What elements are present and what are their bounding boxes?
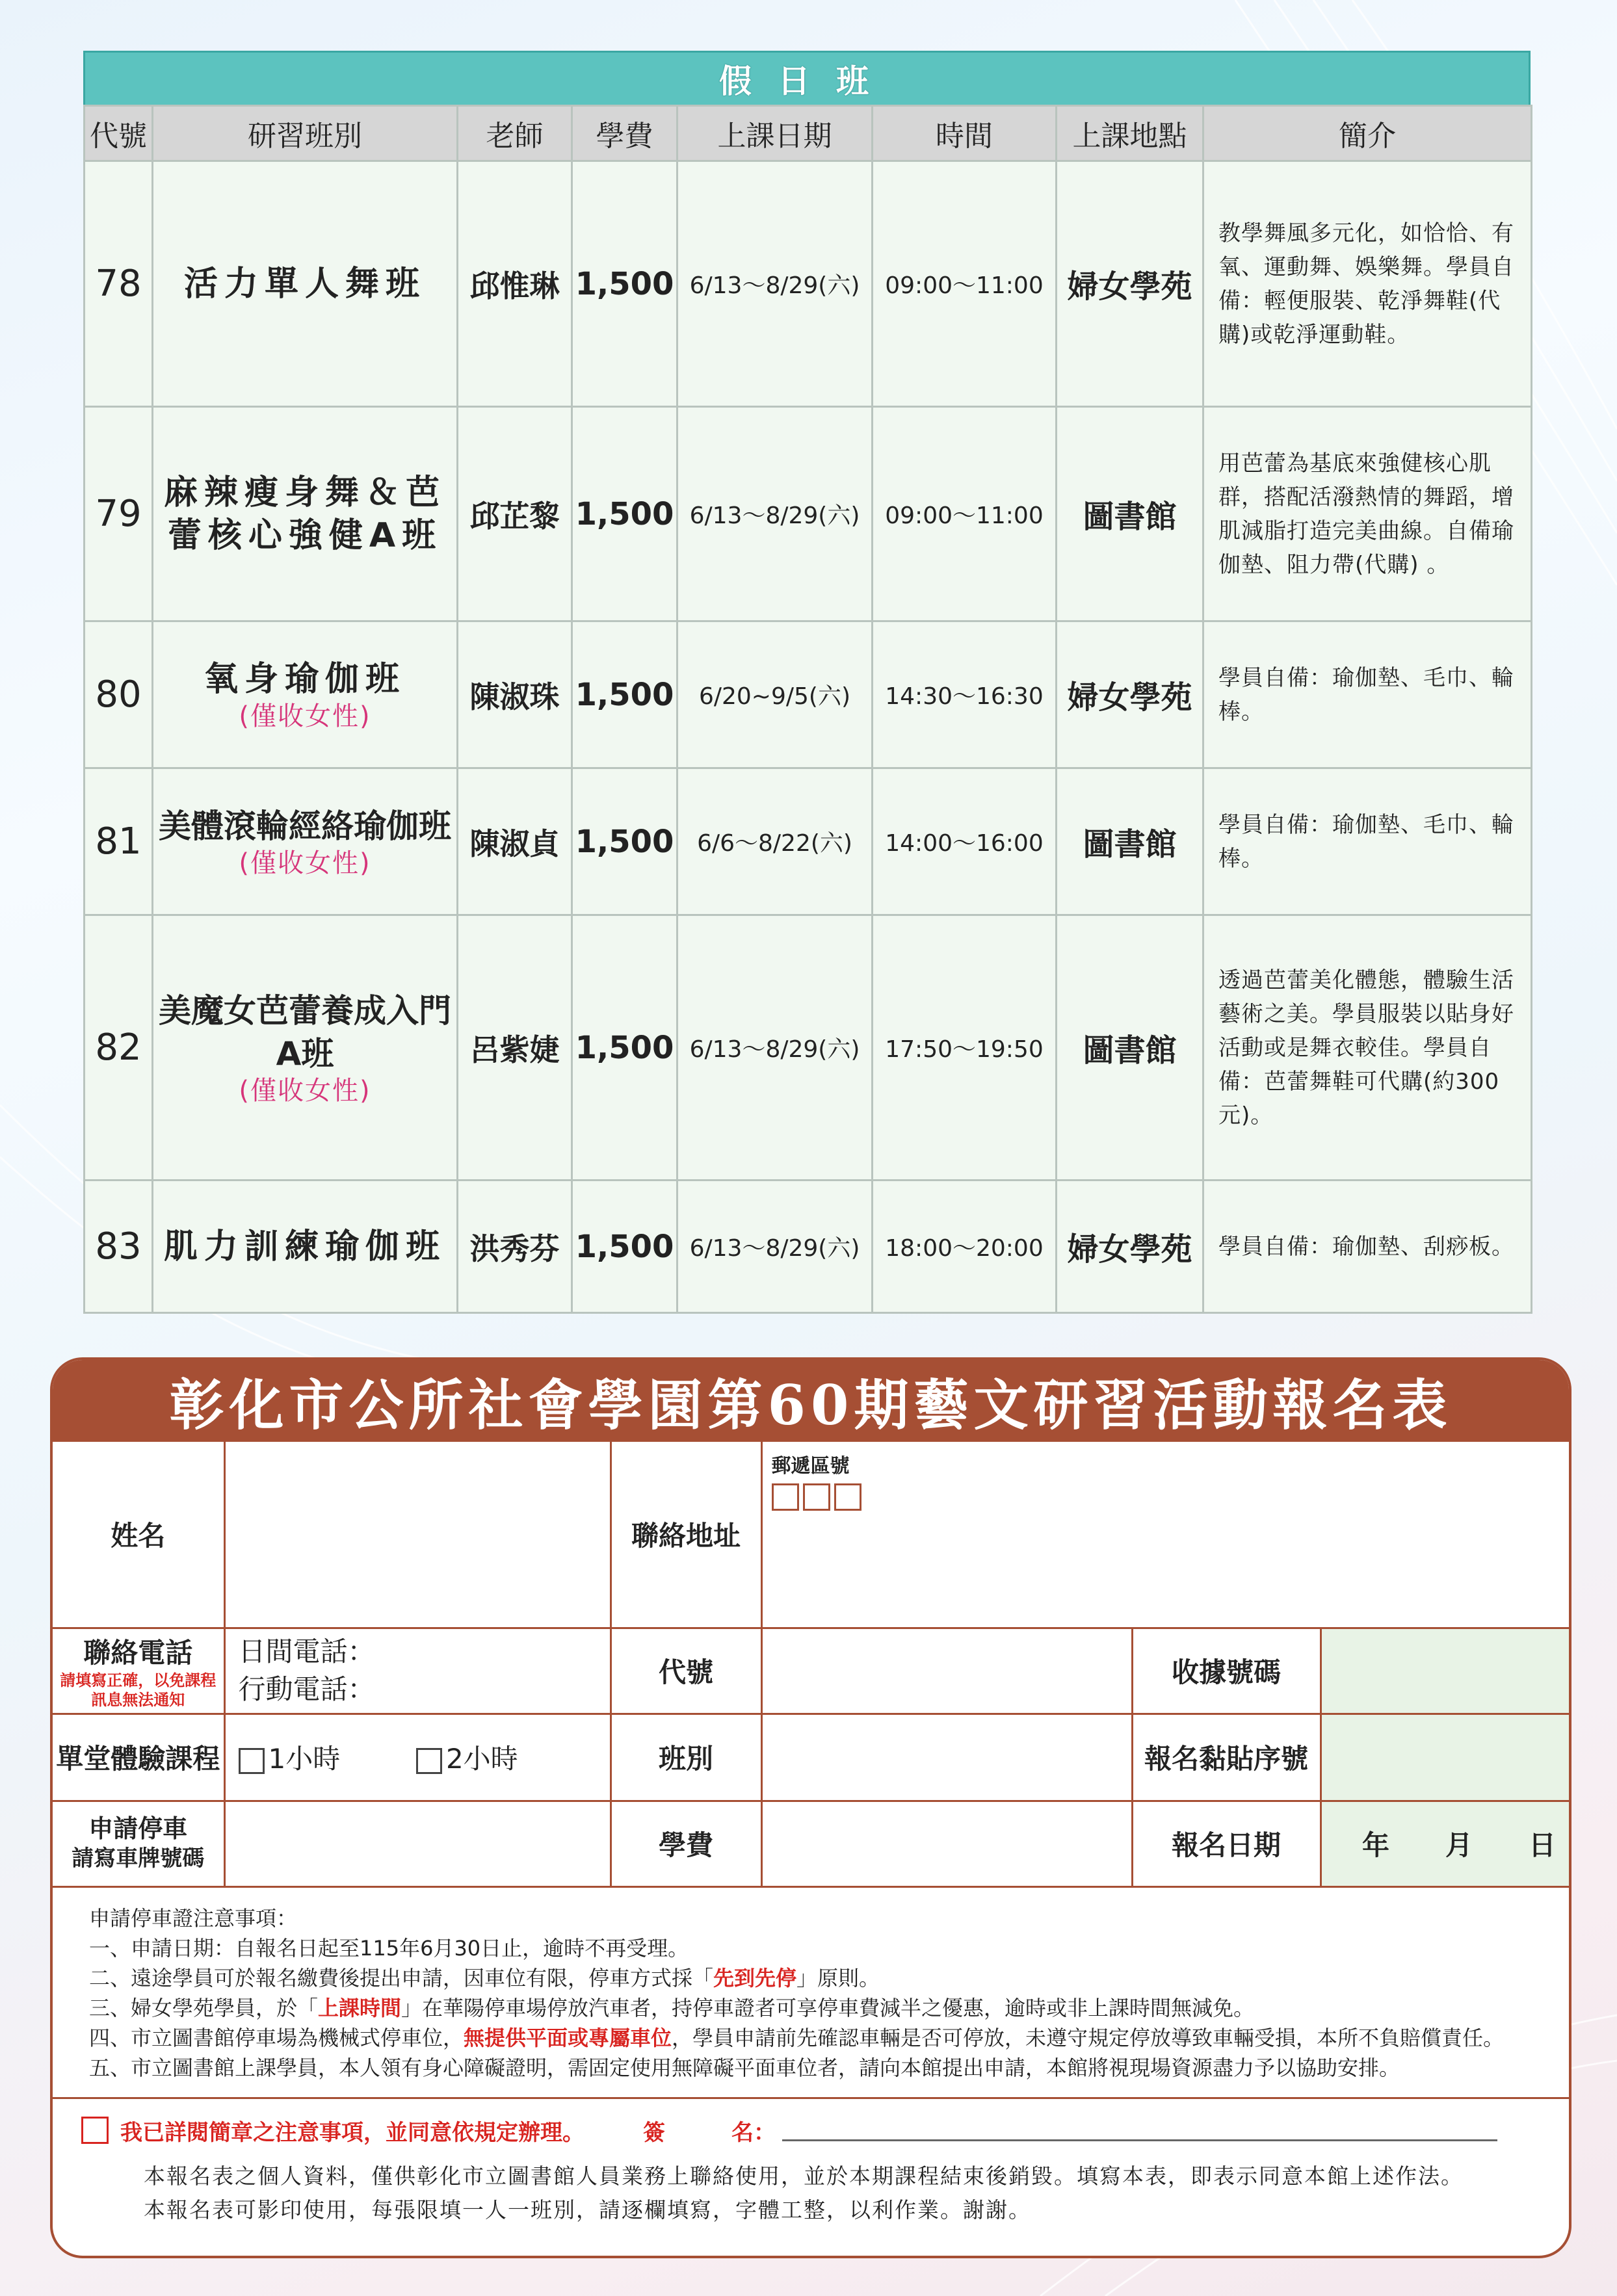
course-desc: 教學舞風多元化，如恰恰、有氧、運動舞、娛樂舞。學員自備：輕便服裝、乾淨舞鞋(代購)或乾淨運動鞋。 bbox=[1203, 161, 1532, 407]
course-fee: 1,500 bbox=[572, 915, 677, 1181]
plate-field[interactable] bbox=[224, 1801, 611, 1886]
course-teacher: 呂紫婕 bbox=[458, 915, 572, 1181]
course-place: 婦女學苑 bbox=[1057, 161, 1203, 407]
form-title: 彰化市公所社會學園第60期藝文研習活動報名表 bbox=[53, 1360, 1569, 1442]
course-note: (僅收女性) bbox=[239, 701, 371, 731]
notice-line-5: 五、市立圖書館上課學員，本人領有身心障礙證明，需固定使用無障礙平面車位者，請向本館提出申請，本館將視現場資源盡力予以協助安排。 bbox=[89, 2055, 1400, 2080]
notice-line-3-highlight: 上課時間 bbox=[318, 1995, 402, 2020]
receipt-label: 收據號碼 bbox=[1132, 1628, 1321, 1714]
notice-line-2 bbox=[89, 1963, 1532, 1993]
course-code: 82 bbox=[85, 915, 153, 1181]
header-place: 上課地點 bbox=[1057, 106, 1203, 161]
table-row bbox=[85, 161, 1532, 407]
course-teacher: 邱惟琳 bbox=[458, 161, 572, 407]
course-table bbox=[83, 105, 1532, 1314]
agreement-row bbox=[53, 2099, 1569, 2146]
class-field[interactable] bbox=[761, 1714, 1132, 1801]
course-date: 6/13～8/29(六) bbox=[677, 407, 873, 621]
trial-1hr-label: 1小時 bbox=[268, 1743, 341, 1775]
phone-note: 請填寫正確，以免課程訊息無法通知 bbox=[60, 1671, 217, 1709]
course-place: 圖書館 bbox=[1057, 915, 1203, 1181]
address-label: 聯絡地址 bbox=[611, 1442, 761, 1628]
receipt-field[interactable] bbox=[1321, 1628, 1569, 1714]
notice-line-2a: 二、遠途學員可於報名繳費後提出申請，因車位有限，停車方式採「 bbox=[89, 1965, 714, 1990]
course-name-text: 氧身瑜伽班 bbox=[204, 659, 406, 699]
course-teacher: 陳淑珠 bbox=[458, 621, 572, 768]
form-row-parking bbox=[53, 1801, 1569, 1886]
course-date: 6/13～8/29(六) bbox=[677, 161, 873, 407]
course-name bbox=[153, 768, 458, 915]
course-desc: 學員自備：瑜伽墊、刮痧板。 bbox=[1203, 1181, 1532, 1313]
header-teacher: 老師 bbox=[458, 106, 572, 161]
class-label: 班別 bbox=[611, 1714, 761, 1801]
course-code: 83 bbox=[85, 1181, 153, 1313]
agree-checkbox[interactable] bbox=[81, 2117, 109, 2144]
notice-line-2-highlight: 先到先停 bbox=[713, 1965, 797, 1990]
form-row-phone bbox=[53, 1628, 1569, 1714]
date-month: 月 bbox=[1445, 1829, 1473, 1861]
name-label: 姓名 bbox=[53, 1442, 224, 1628]
parking-sub-label: 請寫車牌號碼 bbox=[72, 1846, 205, 1872]
notice-line-3b: 」在華陽停車場停放汽車者，持停車證者可享停車費減半之優惠，逾時或非上課時間無減免。 bbox=[401, 1995, 1255, 2020]
course-place: 婦女學苑 bbox=[1057, 621, 1203, 768]
trial-2hr-label: 2小時 bbox=[445, 1743, 518, 1775]
course-teacher: 洪秀芬 bbox=[458, 1181, 572, 1313]
date-label: 報名日期 bbox=[1132, 1801, 1321, 1886]
course-date: 6/13～8/29(六) bbox=[677, 915, 873, 1181]
privacy-statement: 本報名表之個人資料，僅供彰化市立圖書館人員業務上聯絡使用，並於本期課程結束後銷毀。填寫本表，即表示同意本館上述作法。本報名表可影印使用，每張限填一人一班別，請逐欄填寫，字體工整，以利作業。謝謝。 bbox=[144, 2163, 1464, 2223]
sticker-label: 報名黏貼序號 bbox=[1132, 1714, 1321, 1801]
zip-label: 郵遞區號 bbox=[771, 1455, 850, 1478]
course-name-text: 肌力訓練瑜伽班 bbox=[163, 1227, 446, 1266]
phone-label-cell bbox=[53, 1628, 224, 1714]
course-note: (僅收女性) bbox=[239, 1075, 371, 1106]
course-fee: 1,500 bbox=[572, 407, 677, 621]
signature-field[interactable] bbox=[782, 2120, 1497, 2141]
date-year: 年 bbox=[1361, 1829, 1389, 1861]
course-code: 78 bbox=[85, 161, 153, 407]
course-time: 18:00～20:00 bbox=[873, 1181, 1057, 1313]
notice-line-3a: 三、婦女學苑學員，於「 bbox=[89, 1995, 319, 2020]
registration-form-table bbox=[53, 1442, 1569, 1888]
course-table-title: 假日班 bbox=[83, 51, 1531, 105]
table-row bbox=[85, 915, 1532, 1181]
course-desc: 用芭蕾為基底來強健核心肌群，搭配活潑熱情的舞蹈，增肌減脂打造完美曲線。自備瑜伽墊、阻力帶(代購) 。 bbox=[1203, 407, 1532, 621]
address-field[interactable] bbox=[761, 1442, 1569, 1628]
form-row-name bbox=[53, 1442, 1569, 1628]
course-date: 6/6～8/22(六) bbox=[677, 768, 873, 915]
trial-options bbox=[224, 1714, 611, 1801]
course-time: 09:00～11:00 bbox=[873, 407, 1057, 621]
course-table-header bbox=[85, 106, 1532, 161]
course-date: 6/13～8/29(六) bbox=[677, 1181, 873, 1313]
course-time: 17:50～19:50 bbox=[873, 915, 1057, 1181]
course-name-text: 美魔女芭蕾養成入門A班 bbox=[159, 991, 451, 1073]
holiday-course-table bbox=[83, 51, 1531, 1314]
table-row bbox=[85, 621, 1532, 768]
notice-line-4 bbox=[89, 2023, 1532, 2053]
course-name bbox=[153, 161, 458, 407]
notice-line-2b: 」原則。 bbox=[796, 1965, 880, 1990]
notice-line-3 bbox=[89, 1993, 1532, 2023]
code-label: 代號 bbox=[611, 1628, 761, 1714]
code-field[interactable] bbox=[761, 1628, 1132, 1714]
table-row bbox=[85, 1181, 1532, 1313]
agree-text: 我已詳閱簡章之注意事項，並同意依規定辦理。 bbox=[120, 2119, 585, 2146]
trial-2hr-checkbox[interactable] bbox=[416, 1748, 442, 1774]
phone-field[interactable] bbox=[224, 1628, 611, 1714]
day-phone-label: 日間電話： bbox=[238, 1636, 375, 1667]
course-fee: 1,500 bbox=[572, 1181, 677, 1313]
course-teacher: 邱芷黎 bbox=[458, 407, 572, 621]
course-desc: 透過芭蕾美化體態，體驗生活藝術之美。學員服裝以貼身好活動或是舞衣較佳。學員自備：芭蕾舞鞋可代購(約300元)。 bbox=[1203, 915, 1532, 1181]
course-name-text: 活力單人舞班 bbox=[183, 264, 426, 304]
header-code: 代號 bbox=[85, 106, 153, 161]
trial-1hr-checkbox[interactable] bbox=[239, 1748, 265, 1774]
notice-line-4b: ，學員申請前先確認車輛是否可停放，未遵守規定停放導致車輛受損，本所不負賠償責任。 bbox=[672, 2025, 1505, 2050]
course-fee: 1,500 bbox=[572, 621, 677, 768]
trial-label: 單堂體驗課程 bbox=[53, 1714, 224, 1801]
course-place: 婦女學苑 bbox=[1057, 1181, 1203, 1313]
table-row bbox=[85, 407, 1532, 621]
course-name bbox=[153, 621, 458, 768]
header-desc: 簡介 bbox=[1203, 106, 1532, 161]
header-class: 研習班別 bbox=[153, 106, 458, 161]
header-fee: 學費 bbox=[572, 106, 677, 161]
course-time: 14:30～16:30 bbox=[873, 621, 1057, 768]
parking-label: 申請停車 bbox=[88, 1814, 188, 1843]
parking-notice bbox=[53, 1888, 1569, 2083]
course-fee: 1,500 bbox=[572, 161, 677, 407]
form-row-trial bbox=[53, 1714, 1569, 1801]
course-fee: 1,500 bbox=[572, 768, 677, 915]
notice-line-4a: 四、市立圖書館停車場為機械式停車位， bbox=[89, 2025, 464, 2050]
course-code: 80 bbox=[85, 621, 153, 768]
phone-label: 聯絡電話 bbox=[83, 1637, 193, 1669]
course-time: 09:00～11:00 bbox=[873, 161, 1057, 407]
notice-line-4-highlight: 無提供平面或專屬車位 bbox=[464, 2025, 672, 2050]
course-name-text: 美體滾輪經絡瑜伽班 bbox=[159, 807, 451, 845]
date-field[interactable] bbox=[1321, 1801, 1569, 1886]
course-name-text: 麻辣瘦身舞＆芭蕾核心強健A班 bbox=[163, 473, 446, 555]
course-desc: 學員自備：瑜伽墊、毛巾、輪棒。 bbox=[1203, 768, 1532, 915]
mobile-phone-label: 行動電話： bbox=[238, 1673, 375, 1705]
date-day: 日 bbox=[1529, 1829, 1557, 1861]
name-field[interactable] bbox=[224, 1442, 611, 1628]
sign-label: 簽 名： bbox=[643, 2119, 776, 2146]
notice-line-1: 一、申請日期：自報名日起至115年6月30日止，逾時不再受理。 bbox=[89, 1935, 689, 1961]
course-name bbox=[153, 915, 458, 1181]
course-code: 81 bbox=[85, 768, 153, 915]
course-date: 6/20~9/5(六) bbox=[677, 621, 873, 768]
course-teacher: 陳淑貞 bbox=[458, 768, 572, 915]
header-date: 上課日期 bbox=[677, 106, 873, 161]
registration-form bbox=[50, 1357, 1571, 2258]
course-place: 圖書館 bbox=[1057, 768, 1203, 915]
course-desc: 學員自備：瑜伽墊、毛巾、輪棒。 bbox=[1203, 621, 1532, 768]
course-name bbox=[153, 1181, 458, 1313]
course-name bbox=[153, 407, 458, 621]
course-note: (僅收女性) bbox=[239, 848, 371, 878]
fee-field[interactable] bbox=[761, 1801, 1132, 1886]
course-time: 14:00～16:00 bbox=[873, 768, 1057, 915]
sticker-field[interactable] bbox=[1321, 1714, 1569, 1801]
table-row bbox=[85, 768, 1532, 915]
fee-label: 學費 bbox=[611, 1801, 761, 1886]
course-code: 79 bbox=[85, 407, 153, 621]
header-time: 時間 bbox=[873, 106, 1057, 161]
parking-label-cell bbox=[53, 1801, 224, 1886]
course-place: 圖書館 bbox=[1057, 407, 1203, 621]
zip-code-boxes[interactable] bbox=[772, 1483, 1560, 1511]
notice-title: 申請停車證注意事項： bbox=[89, 1905, 298, 1931]
